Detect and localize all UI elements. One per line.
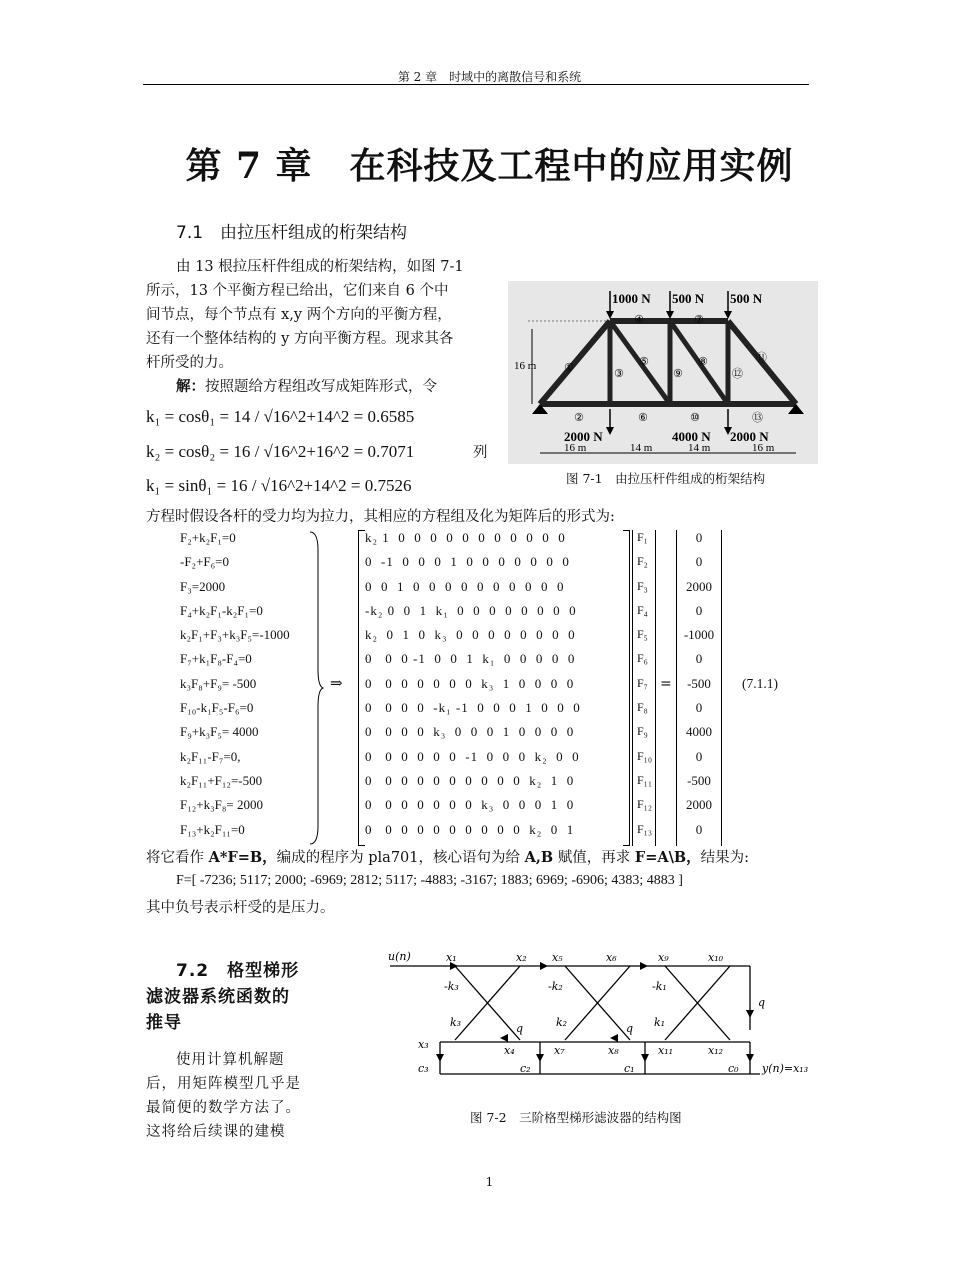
rhs-entry: -500 — [687, 675, 711, 691]
load-label: 1000 N — [612, 291, 651, 306]
filter-label: -k₃ — [444, 980, 459, 993]
filter-label: -k₂ — [548, 980, 563, 993]
filter-label: c₀ — [728, 1062, 739, 1075]
system-equation: k₃F₈+F₉= -500 — [180, 675, 257, 691]
system-equation: F₁₂+k₃F₈= 2000 — [180, 797, 264, 813]
matrix-row: 0 0 0 0 0 0 0 k₃ 1 0 0 0 0 — [365, 675, 575, 691]
load-label: 2000 N — [730, 429, 769, 444]
system-equation: k₂F₁₁-F₇=0, — [180, 748, 241, 764]
filter-label: q — [516, 1022, 524, 1035]
filter-label: x₁₁ — [658, 1044, 674, 1057]
rhs-entry: 4000 — [686, 724, 712, 740]
equation-k1-cos: k₁ = cosθ₁ = 14 / √16^2+14^2 = 0.6585 — [146, 407, 415, 426]
system-equation: F₉+k₃F₅= 4000 — [180, 724, 259, 740]
section-7-2-paragraph — [146, 1048, 316, 1144]
program-bold: F=A\B， — [634, 849, 701, 866]
filter-label: x₁ — [446, 951, 457, 964]
rhs-entry: 2000 — [686, 578, 712, 594]
matrix-row: 0 0 1 0 0 0 0 0 0 0 0 0 0 — [365, 578, 565, 594]
load-label: 2000 N — [564, 429, 603, 444]
para-line: 由 13 根拉压杆件组成的桁架结构，如图 7-1 — [176, 259, 464, 275]
section-7-1-paragraph — [146, 255, 496, 399]
rhs-entry: 0 — [695, 700, 703, 716]
system-equation: k₂F₁₁+F₁₂=-500 — [180, 772, 263, 788]
result-vector: F=[ -7236; 5117; 2000; -6969; 2812; 5117; -4883; -3167; 1883; 6969; -6906; 4383; 4883 ] — [176, 873, 683, 888]
unknown-entry: F₈ — [637, 700, 648, 715]
filter-label: x₁₂ — [708, 1044, 724, 1057]
para-line: 最简便的数学方法了。 — [146, 1100, 301, 1116]
filter-label: -k₁ — [652, 980, 667, 993]
rhs-entry: 0 — [695, 748, 703, 764]
member-label: ⑥ — [638, 411, 648, 424]
para-line: 这将给后续课的建模 — [146, 1124, 286, 1140]
para-line: 后，用矩阵模型几乎是 — [146, 1076, 301, 1092]
equation-system — [180, 530, 320, 846]
system-equation: k₂F₁+F₃+k₃F₅=-1000 — [180, 627, 290, 643]
program-bold: A*F=B， — [208, 849, 277, 866]
filter-label: x₆ — [606, 951, 617, 964]
lattice-filter-diagram — [380, 950, 820, 1090]
para-line: 杆所受的力。 — [146, 355, 233, 371]
system-equation: F₄+k₂F₁-k₂F₁=0 — [180, 602, 263, 618]
rhs-entry: 0 — [695, 602, 703, 618]
coefficient-matrix — [358, 530, 630, 846]
matrix-row: 0 0 0 0 0 0 0 0 0 0 k₂ 1 0 — [365, 772, 575, 788]
para-line: 还有一个整体结构的 y 方向平衡方程。现求其各 — [146, 331, 454, 347]
member-label: ④ — [634, 313, 644, 326]
rhs-entry: 0 — [695, 821, 703, 837]
solution-line — [146, 375, 496, 399]
member-label: ② — [574, 411, 584, 424]
load-label: 500 N — [730, 291, 763, 306]
program-bold: A,B — [524, 849, 554, 866]
matrix-row: k₂ 1 0 0 0 0 0 0 0 0 0 0 0 — [365, 530, 566, 545]
program-text: 编成的程序为 pla701，核心语句为给 — [276, 850, 525, 866]
program-text: 赋值，再求 — [553, 850, 635, 866]
figure-7-1-caption: 图 7-1 由拉压杆件组成的桁架结构 — [566, 471, 766, 486]
member-label: ① — [564, 361, 574, 374]
member-label: ⑬ — [752, 411, 763, 424]
truss-diagram — [508, 281, 818, 464]
filter-label: c₁ — [624, 1062, 635, 1075]
rhs-entry: 0 — [695, 530, 703, 545]
filter-label: x₂ — [516, 951, 527, 964]
header-rule — [143, 84, 809, 85]
unknown-entry: F₂ — [637, 554, 648, 569]
equation-k2-cos: k₂ = cosθ₂ = 16 / √16^2+16^2 = 0.7071 — [146, 442, 415, 461]
rhs-entry: 0 — [695, 554, 703, 570]
filter-label: c₂ — [520, 1062, 531, 1075]
rhs-entry: 0 — [695, 651, 703, 667]
truss-figure — [508, 281, 818, 464]
section-title-line: 推导 — [146, 1013, 182, 1033]
filter-label: x₇ — [554, 1044, 565, 1057]
unknown-entry: F₁₀ — [637, 748, 653, 763]
filter-label: k₂ — [556, 1016, 568, 1029]
span-label: 16 m — [752, 442, 775, 454]
filter-label: u(n) — [388, 950, 411, 963]
member-label: ⑤ — [639, 355, 649, 368]
running-head: 第 2 章 时域中的离散信号和系统 — [397, 70, 582, 84]
section-title-line: 7.2 格型梯形 — [176, 961, 300, 981]
unknown-entry: F₁₁ — [637, 772, 653, 787]
equation-number: (7.1.1) — [742, 676, 778, 691]
system-intro: 方程时假设各杆的受力均为拉力，其相应的方程组及化为矩阵后的形式为: — [146, 509, 615, 525]
equation-k2-suffix: 列 — [473, 445, 488, 461]
system-equation: F₁₃+k₂F₁₁=0 — [180, 821, 245, 837]
unknown-entry: F₁ — [637, 530, 648, 544]
chapter-title: 第 7 章 在科技及工程中的应用实例 — [185, 145, 794, 187]
matrix-row: 0 0 0 0 0 0 0 k₃ 0 0 0 1 0 — [365, 797, 575, 813]
unknown-entry: F₁₃ — [637, 821, 653, 836]
unknown-entry: F₇ — [637, 675, 648, 690]
member-label: ⑨ — [673, 367, 683, 380]
matrix-row: 0 0 0 -1 0 0 1 k₁ 0 0 0 0 0 — [365, 651, 576, 667]
system-equation: -F₂+F₆=0 — [180, 554, 230, 570]
unknown-entry: F₅ — [637, 627, 648, 642]
span-label: 14 m — [688, 442, 711, 454]
member-label: ⑪ — [756, 351, 767, 364]
filter-label: x₉ — [658, 951, 669, 964]
member-label: ③ — [614, 367, 624, 380]
figure-7-2-caption: 图 7-2 三阶格型梯形滤波器的结构图 — [470, 1110, 682, 1125]
compression-note: 其中负号表示杆受的是压力。 — [146, 900, 335, 916]
filter-label: k₃ — [450, 1016, 462, 1029]
solution-label: 解： — [176, 378, 205, 395]
filter-label: x₄ — [504, 1044, 515, 1057]
matrix-row: 0 0 0 0 -k₁ -1 0 0 0 1 0 0 0 — [365, 700, 581, 716]
filter-label: q — [758, 996, 766, 1009]
filter-label: k₁ — [654, 1016, 666, 1029]
matrix-row: 0 0 0 0 k₃ 0 0 0 1 0 0 0 0 — [365, 724, 575, 740]
span-label: 16 m — [564, 442, 587, 454]
matrix-row: 0 -1 0 0 0 1 0 0 0 0 0 0 0 — [365, 554, 570, 570]
unknown-entry: F₆ — [637, 651, 648, 666]
unknown-entry: F₃ — [637, 578, 648, 593]
program-text: 将它看作 — [146, 850, 209, 866]
filter-label: x₃ — [418, 1038, 429, 1051]
member-label: ⑩ — [690, 411, 700, 424]
solution-text: 按照题给方程组改写成矩阵形式，令 — [205, 379, 437, 395]
section-7-1-title: 7.1 由拉压杆组成的桁架结构 — [176, 223, 408, 243]
system-equation: F₁₀-k₁F₅-F₆=0 — [180, 700, 254, 716]
section-title-line: 滤波器系统函数的 — [146, 987, 290, 1007]
para-line: 使用计算机解题 — [176, 1052, 285, 1068]
unknown-entry: F₉ — [637, 724, 648, 739]
rhs-entry: 2000 — [686, 797, 712, 813]
member-label: ⑧ — [698, 355, 708, 368]
system-equation: F₂+k₂F₁=0 — [180, 530, 236, 545]
matrix-row: k₂ 0 1 0 k₃ 0 0 0 0 0 0 0 0 — [365, 627, 576, 643]
page-number: 1 — [485, 1175, 494, 1189]
unknown-vector — [632, 530, 656, 846]
unknown-entry: F₄ — [637, 602, 648, 617]
filter-label: q — [626, 1022, 634, 1035]
rhs-vector — [676, 530, 722, 846]
system-equation: F₇+k₁F₈-F₄=0 — [180, 651, 252, 667]
filter-label: x₅ — [552, 951, 563, 964]
member-label: ⑫ — [732, 367, 743, 380]
member-label: ⑦ — [694, 313, 704, 326]
para-line: 所示，13 个平衡方程已给出，它们来自 6 个中 — [146, 283, 449, 299]
system-equation: F₃=2000 — [180, 578, 226, 594]
filter-label: x₈ — [608, 1044, 619, 1057]
program-text: 结果为: — [700, 850, 750, 866]
span-label: 14 m — [630, 442, 653, 454]
rhs-entry: -500 — [687, 772, 711, 788]
equals-sign: = — [660, 676, 672, 692]
filter-label: c₃ — [418, 1062, 429, 1075]
matrix-row: -k₂ 0 0 1 k₁ 0 0 0 0 0 0 0 0 — [365, 602, 577, 618]
filter-label: x₁₀ — [708, 951, 724, 964]
matrix-row: 0 0 0 0 0 0 -1 0 0 0 k₂ 0 0 — [365, 748, 580, 764]
load-label: 500 N — [672, 291, 705, 306]
load-label: 4000 N — [672, 429, 711, 444]
equation-k1-sin: k₁ = sinθ₁ = 16 / √16^2+14^2 = 0.7526 — [146, 476, 412, 495]
system-brace — [308, 530, 324, 846]
para-line: 间节点，每个节点有 x,y 两个方向的平衡方程， — [146, 307, 452, 323]
implies-arrow: ⇒ — [330, 674, 343, 692]
section-7-2-title — [146, 958, 316, 1036]
matrix-row: 0 0 0 0 0 0 0 0 0 0 k₂ 0 1 — [365, 821, 575, 837]
unknown-entry: F₁₂ — [637, 797, 653, 812]
height-label: 16 m — [514, 360, 537, 372]
filter-label: y(n)=x₁₃ — [762, 1062, 809, 1075]
rhs-entry: -1000 — [683, 627, 715, 643]
program-line — [146, 846, 749, 870]
